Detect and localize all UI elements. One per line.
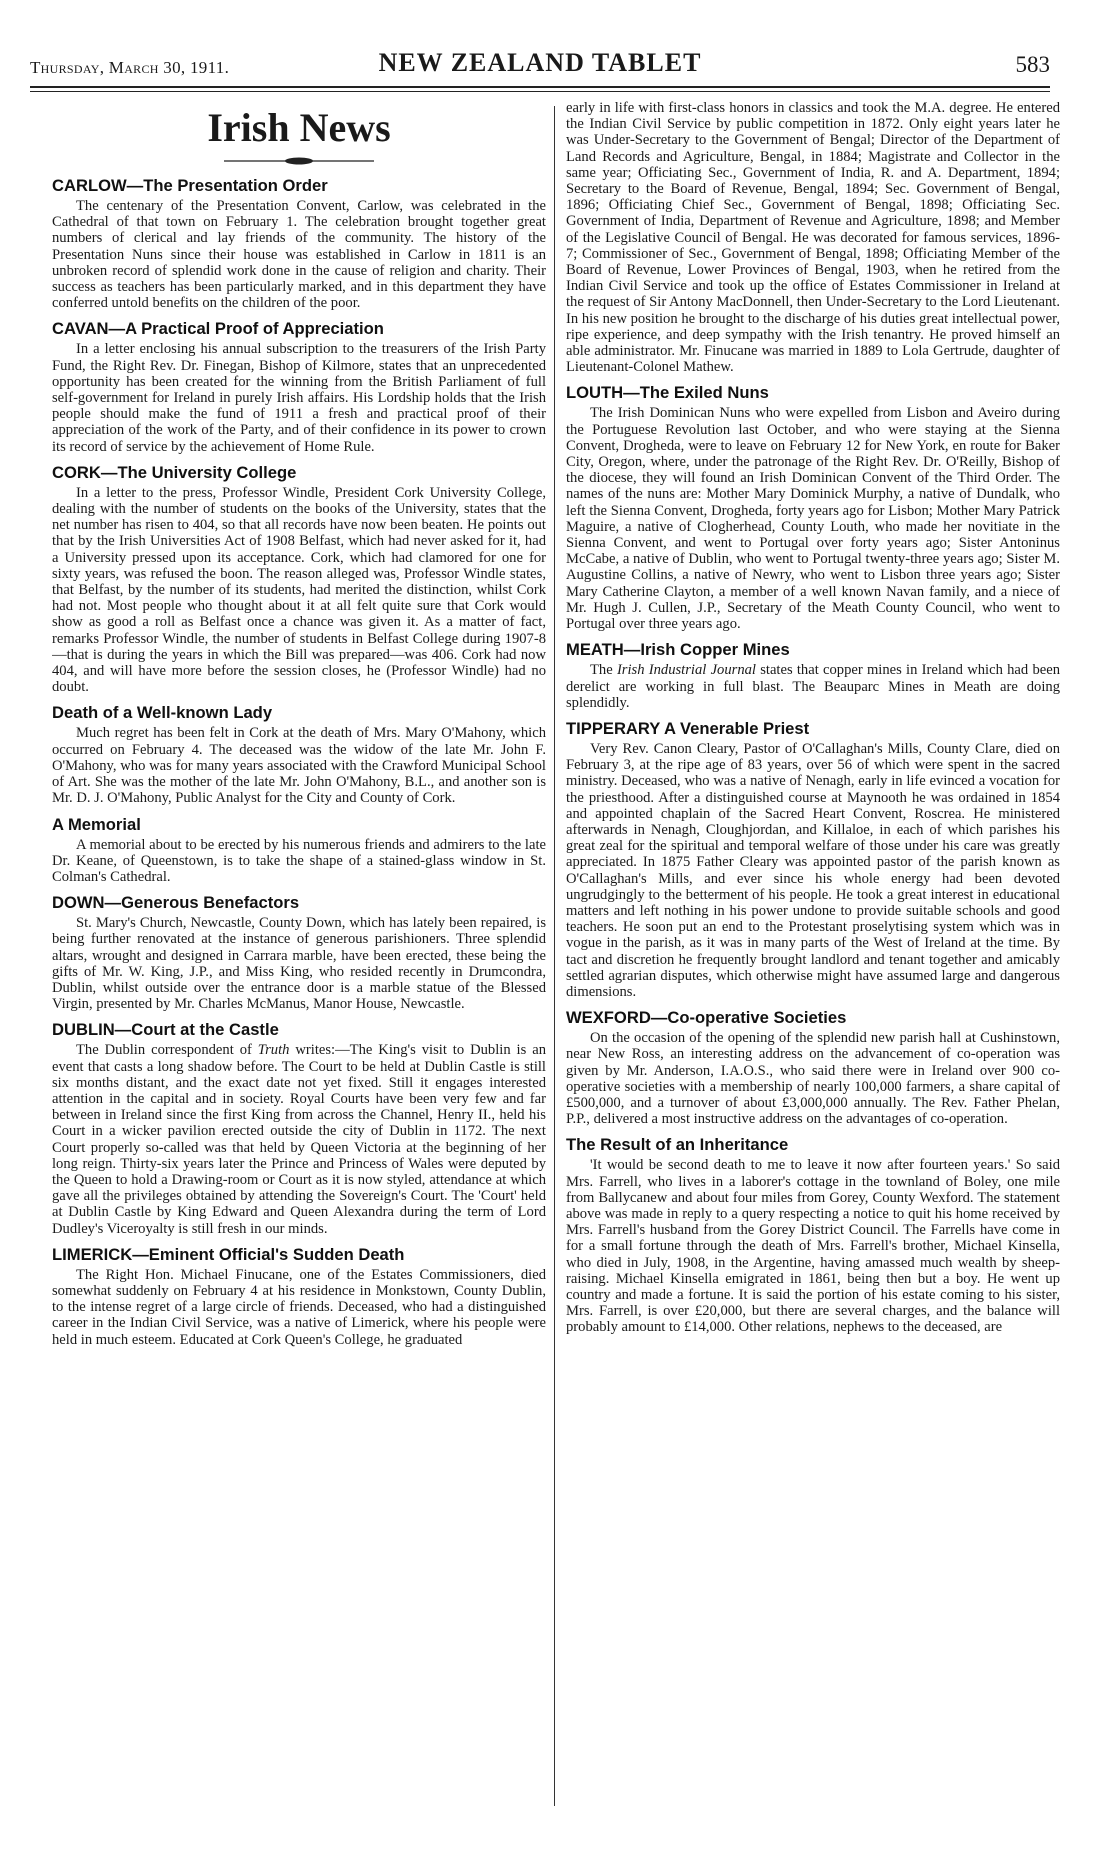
article-heading: DOWN—Generous Benefactors (52, 893, 300, 913)
article-cavan (52, 319, 546, 454)
publication-name: Truth (257, 1042, 290, 1059)
article-heading: WEXFORD—Co-operative Societies (566, 1008, 847, 1028)
issue-date: Thursday, March 30, 1911. (30, 58, 230, 77)
article-heading: The Result of an Inheritance (566, 1135, 789, 1155)
header-rule-thin (30, 91, 1050, 92)
body-text: writes:—The King's visit to Dublin is an event that casts a long shadow before. The Court to be held at Dublin Castle is still six months distant, and the exact date not yet fixed. Still it engages interested attention in the capital and in society. Royal Courts have been very few and far between in Ireland since the first King from across the Channel, Henry II., held his Court in a wicker pavilion erected outside the city of Dublin in 1172. The next Court properly so-called was that held by Queen Victoria at the beginning of her long reign. Thirty-six years later the Prince and Princess of Wales were deputed by the Queen to hold a Drawing-room or Court as it is now styled, attendance at which gave all the privileges obtained by attending the Sovereign's Court. The 'Court' held at Dublin Castle by King Edward and Queen Alexandra during the term of Lord Dudley's Viceroyalty is still fresh in our minds. (52, 1042, 546, 1237)
article-cork (52, 463, 546, 696)
page-number: 583 (1015, 52, 1050, 77)
article-memorial (52, 815, 546, 886)
article-heading: CARLOW—The Presentation Order (52, 176, 328, 195)
article-body: In a letter enclosing his annual subscription to the treasurers of the Irish Party Fund, the Right Rev. Dr. Finegan, Bishop of Kilmore, states that an unprecedented opportunity has been created for the winning from the British Parliament of full self-government for Ireland in purely Irish affairs. His Lordship holds that the Irish people should make the fund of 1911 a fresh and practical proof of their appreciation of the work of the Party, and of their confidence in its power to crown its record of service by the achievement of Home Rule. (52, 341, 546, 455)
article-death-of-lady (52, 703, 546, 806)
article-body: In a letter to the press, Professor Windle, President Cork University College, dealing with the number of students on the books of the University, states that the net number has risen to 404, so that all records have now been beaten. He points out that by the Irish Universities Act of 1908 Belfast, which had never asked for it, had a University pressed upon its acceptance. Cork, which had clamored for one for sixty years, was refused the boon. The reason alleged was, Professor Windle states, that Belfast, by the number of its students, had merited the distinction, whilst Cork had not. Most people who thought about it at all felt quite sure that Cork would show as good a roll as Belfast once a chance was given it. As a matter of fact, remarks Professor Windle, the number of students in Belfast College during 1907-8—that is during the years in which the Bill was prepared—was 406. Cork had now 404, and will have more before the session closes, he (Professor Windle) had no doubt. (52, 484, 546, 696)
article-wexford (566, 1008, 1060, 1127)
article-body (52, 1042, 546, 1236)
article-heading: LIMERICK—Eminent Official's Sudden Death (52, 1244, 405, 1264)
article-heading: LOUTH—The Exiled Nuns (566, 383, 769, 403)
right-column (566, 100, 1060, 1835)
article-body: The centenary of the Presentation Convent, Carlow, was celebrated in the Cathedral of that town on February 1. The celebration brought together great numbers of clerical and lay friends of the community. The history of the Presentation Nuns since their house was established in Carlow in 1811 is an unbroken record of splendid work done in the cause of religion and charity. Their success as teachers has been particularly marked, and in this department they have conferred untold benefits on the children of the poor. (52, 198, 546, 312)
article-tipperary (566, 719, 1060, 1000)
article-down (52, 893, 546, 1012)
article-heading: Death of a Well-known Lady (52, 703, 273, 723)
article-heading: CORK—The University College (52, 462, 297, 482)
article-limerick-continued (566, 100, 1060, 375)
body-text: The (590, 662, 617, 679)
article-heading: TIPPERARY A Venerable Priest (566, 718, 810, 738)
article-meath (566, 640, 1060, 711)
article-body: 'It would be second death to me to leave it now after fourteen years.' So said Mrs. Farrell, who lives in a laborer's cottage in the townland of Boley, one mile from Ballycanew and about four miles from Gorey, County Wexford. The statement above was made in reply to a query respecting a notice to quit his home received by Mrs. Farrell's husband from the Gorey District Council. The Farrells have come in for a small fortune through the death of Mrs. Farrell's brother, Michael Kinsella, who died in July, 1908, in the Argentine, having amassed much wealth by sheep-raising. Michael Kinsella emigrated in 1861, being then but a boy. He went up country and made a fortune. It is said the portion of his estate coming to his sister, Mrs. Farrell, is over £20,000, but there are several charges, and the balance will probably amount to £14,000. Other relations, nephews to the deceased, are (566, 1157, 1060, 1336)
article-limerick (52, 1245, 546, 1348)
article-body: The Irish Dominican Nuns who were expelled from Lisbon and Aveiro during the Portuguese Revolution last October, and who were staying at the Sienna Convent, Drogheda, were to leave on February 12 for New York, en route for Baker City, Oregon, where, under the patronage of the Right Rev. Dr. O'Reilly, Bishop of the diocese, they will found an Irish Dominican Convent of the Third Order. The names of the nuns are: Mother Mary Dominick Murphy, a native of Dundalk, who left the Sienna Convent, Drogheda, forty years ago for Lisbon; Mother Mary Patrick Maguire, a native of Clogherhead, County Louth, who made her novitiate in the Sienna Convent, and went to Portugal over forty years ago; Sister Antoninus McCabe, a native of Dublin, who went to Portugal twenty-three years ago; Sister M. Augustine Collins, a native of Newry, who went to Lisbon three years ago; Sister Mary Catherine Clayton, a member of a well known Navan family, and a niece of Mr. Hugh J. Cullen, J.P., Secretary of the Meath County Council, who went to Portugal over three years ago. (566, 405, 1060, 633)
article-louth (566, 383, 1060, 632)
article-body (566, 662, 1060, 711)
article-body: A memorial about to be erected by his numerous friends and admirers to the late Dr. Keane, of Queenstown, is to take the shape of a stained-glass window in St. Colman's Cathedral. (52, 836, 546, 885)
article-heading: A Memorial (52, 814, 141, 834)
article-body: Very Rev. Canon Cleary, Pastor of O'Callaghan's Mills, County Clare, died on February 3, at the ripe age of 83 years, over 56 of which were spent in the sacred ministry. Deceased, who was a native of Nenagh, early in life evinced a vocation for the priesthood. After a distinguished course at Maynooth he was ordained in 1854 and appointed chaplain of the Sacred Heart Convent, Roscrea. He ministered afterwards in Nenagh, Cloughjordan, and Killaloe, in each of which parishes his great zeal for the spiritual and temporal welfare of those under his care was greatly appreciated. In 1875 Father Cleary was appointed pastor of the parish known as O'Callaghan's Mills, and ever since his whole energy had been devoted ungrudgingly to the betterment of his people. He took a great interest in educational matters and left nothing in his power undone to provide suitable schools and good teachers. He soon put an end to the Protestant proselytising system which was in vogue in the parish, as it was in many parts of the West of Ireland at the time. By tact and discretion he frequently brought landlord and tenant together and amicably settled agrarian disputes, which otherwise might have assumed large and dangerous dimensions. (566, 740, 1060, 1000)
article-dublin (52, 1020, 546, 1236)
article-heading: CAVAN—A Practical Proof of Appreciation (52, 319, 384, 339)
header-rule-thick (30, 86, 1050, 88)
article-inheritance (566, 1135, 1060, 1335)
article-body: The Right Hon. Michael Finucane, one of the Estates Commissioners, died somewhat suddenly on February 4 at his residence in Monkstown, County Dublin, to the intense regret of a large circle of friends. Deceased, who had a distinguished career in the Indian Civil Service, was a native of Limerick, where his people were held in much esteem. Educated at Cork Queen's College, he graduated (52, 1266, 546, 1348)
article-carlow (52, 176, 546, 311)
column-divider (554, 106, 555, 1806)
article-body: Much regret has been felt in Cork at the death of Mrs. Mary O'Mahony, which occurred on February 4. The deceased was the widow of the late Mr. John F. O'Mahony, who was for many years associated with the Crawford Municipal School of Art. She was the mother of the late Mr. John O'Mahony, B.L., and another son is Mr. D. J. O'Mahony, Public Analyst for the City and County of Cork. (52, 725, 546, 807)
ornament-flourish-icon (224, 156, 374, 166)
publication-name: Irish Industrial Journal (616, 662, 756, 679)
article-body: St. Mary's Church, Newcastle, County Down, which has lately been repaired, is being further renovated at the instance of generous parishioners. Three splendid altars, wrought and designed in Carrara marble, have been erected, these being the gifts of Mr. W. King, J.P., and Miss King, who resided recently in Drumcondra, Dublin, whilst outside over the entrance door is a marble statue of the Blessed Virgin, presented by Mr. Charles McManus, Manor House, Newcastle. (52, 915, 546, 1013)
section-masthead: Irish News (207, 105, 391, 150)
body-text: states that copper mines in Ireland which had been derelict are working in full blast. The Beauparc Mines in Meath are doing splendidly. (566, 662, 1060, 711)
body-text: The Dublin correspondent of (76, 1042, 258, 1059)
publication-title: NEW ZEALAND TABLET (378, 48, 702, 77)
article-body: early in life with first-class honors in classics and took the M.A. degree. He entered the Indian Civil Service by public competition in 1872. Only eight years later he was Under-Secretary to the Government of Bengal; Director of the Department of Land Records and Agriculture, Bengal, in 1884; Magistrate and Collector in the same year; Officiating Sec., Government of India, R. and A. Department, 1894; Secretary to the Board of Revenue, Bengal, 1894; Sec. Government of Bengal, 1896; Officiating Chief Sec., Government of Bengal, 1898; Officiating Sec. Government of India, Department of Revenue and Agriculture, 1898; and Member of the Legislative Council of Bengal. He was decorated for famous services, 1896-7; Commissioner of Sec., Government of Bengal, 1898; Officiating Member of the Board of Revenue, Lower Provinces of Bengal, 1903, when he retired from the Indian Civil Service and took up the office of Estates Commissioner in Ireland at the request of Sir Antony MacDonnell, then Under-Secretary to the Lord Lieutenant. In his new position he brought to the discharge of his duties great intellectual power, ripe experience, and deep sympathy with the Irish tenantry. He proved himself an able administrator. Mr. Finucane was married in 1889 to Lola Gertrude, daughter of Lieutenant-Colonel Mathew. (566, 100, 1060, 376)
running-head (30, 44, 1050, 84)
article-heading: MEATH—Irish Copper Mines (566, 640, 790, 660)
article-heading: DUBLIN—Court at the Castle (52, 1020, 279, 1040)
left-column (52, 100, 546, 1835)
article-body: On the occasion of the opening of the splendid new parish hall at Cushinstown, near New Ross, an interesting address on the advancement of co-operation was given by Mr. Anderson, I.A.O.S., who said there were in Ireland over 900 co-operative societies with a membership of nearly 100,000 farmers, a share capital of £500,000, and a turnover of about £3,000,000 annually. The Rev. Father Phelan, P.P., delivered a most instructive address on the advantages of co-operation. (566, 1030, 1060, 1128)
